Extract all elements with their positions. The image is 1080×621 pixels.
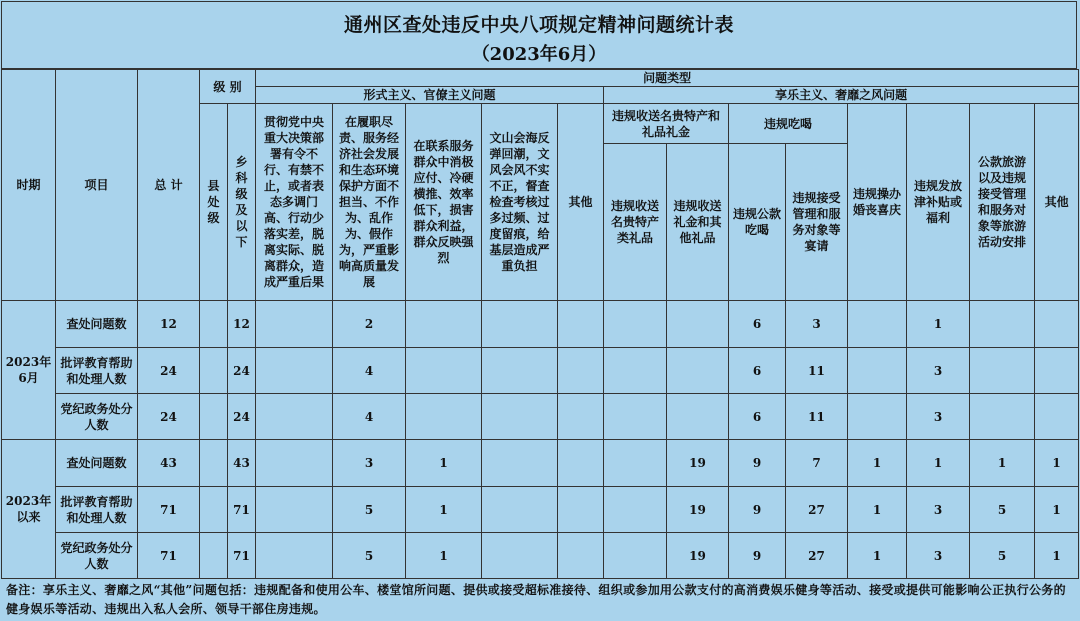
cell-gift1 — [604, 440, 667, 487]
header-gift-money: 违规收送礼金和其他礼品 — [667, 144, 729, 301]
cell-gift2: 19 — [667, 533, 729, 579]
cell-h3 — [848, 301, 907, 348]
cell-gift1 — [604, 301, 667, 348]
header-total: 总 计 — [138, 70, 200, 301]
header-formalism-other: 其他 — [558, 104, 604, 301]
row-item-label: 批评教育帮助和处理人数 — [56, 487, 138, 533]
cell-f4 — [482, 440, 558, 487]
cell-h5: 1 — [970, 440, 1035, 487]
table-title: 通州区查处违反中央八项规定精神问题统计表 — [343, 14, 734, 36]
cell-f3 — [406, 301, 482, 348]
cell-eat2: 11 — [786, 348, 848, 394]
cell-total: 71 — [138, 487, 200, 533]
header-period: 时期 — [2, 70, 56, 301]
header-allowance: 违规发放津补贴或福利 — [907, 104, 970, 301]
cell-total: 24 — [138, 394, 200, 440]
footnote: 备注：享乐主义、奢靡之风“其他”问题包括：违规配备和使用公车、楼堂馆所问题、提供或接受超标准接待、组织或参加用公款支付的高消费娱乐健身等活动、接受或提供可能影响公正执行公务的健身娱乐等活动、违规出入私人会所、领导干部住房违规。 — [6, 583, 1066, 616]
cell-eat1: 9 — [729, 487, 786, 533]
cell-eat1: 6 — [729, 301, 786, 348]
table-row — [2, 301, 1079, 348]
cell-f4 — [482, 487, 558, 533]
cell-gift1 — [604, 348, 667, 394]
header-formalism: 形式主义、官僚主义问题 — [256, 87, 604, 104]
header-formalism-2: 在履职尽责、服务经济社会发展和生态环境保护方面不担当、不作为、乱作为、假作为，严重影响高质量发展 — [333, 104, 406, 301]
cell-gift1 — [604, 487, 667, 533]
header-wedding-funeral: 违规操办婚丧喜庆 — [848, 104, 907, 301]
header-eat-public: 违规公款吃喝 — [729, 144, 786, 301]
table-row — [2, 394, 1079, 440]
cell-county — [200, 394, 228, 440]
cell-f1 — [256, 348, 333, 394]
cell-f3: 1 — [406, 487, 482, 533]
cell-total: 12 — [138, 301, 200, 348]
header-formalism-4: 文山会海反弹回潮，文风会风不实不正，督查检查考核过多过频、过度留痕，给基层造成严重负担 — [482, 104, 558, 301]
cell-f5 — [558, 487, 604, 533]
cell-section: 71 — [228, 533, 256, 579]
cell-f5 — [558, 348, 604, 394]
cell-gift2: 19 — [667, 440, 729, 487]
header-county-level: 县处级 — [200, 104, 228, 301]
cell-county — [200, 348, 228, 394]
cell-total: 71 — [138, 533, 200, 579]
table-row — [2, 533, 1079, 579]
cell-f1 — [256, 394, 333, 440]
cell-f5 — [558, 394, 604, 440]
cell-section: 12 — [228, 301, 256, 348]
cell-h6: 1 — [1035, 440, 1079, 487]
title-box — [1, 1, 1077, 69]
cell-eat1: 6 — [729, 394, 786, 440]
cell-f3 — [406, 348, 482, 394]
cell-gift2 — [667, 394, 729, 440]
header-item: 项目 — [56, 70, 138, 301]
cell-h6 — [1035, 301, 1079, 348]
cell-h6 — [1035, 394, 1079, 440]
cell-h4: 1 — [907, 440, 970, 487]
cell-h3 — [848, 394, 907, 440]
cell-h4: 3 — [907, 394, 970, 440]
row-item-label: 批评教育帮助和处理人数 — [56, 348, 138, 394]
header-section-level: 乡科级及以下 — [228, 104, 256, 301]
row-item-label: 查处问题数 — [56, 440, 138, 487]
header-level: 级 别 — [200, 70, 256, 104]
header-hedonism-other: 其他 — [1035, 104, 1079, 301]
cell-h5: 5 — [970, 533, 1035, 579]
row-item-label: 党纪政务处分人数 — [56, 533, 138, 579]
cell-h5 — [970, 348, 1035, 394]
cell-h4: 3 — [907, 487, 970, 533]
period-label: 2023年以来 — [2, 440, 56, 579]
header-formalism-3: 在联系服务群众中消极应付、冷硬横推、效率低下，损害群众利益，群众反映强烈 — [406, 104, 482, 301]
cell-h4: 3 — [907, 533, 970, 579]
cell-f2: 5 — [333, 487, 406, 533]
cell-gift2: 19 — [667, 487, 729, 533]
cell-f2: 4 — [333, 394, 406, 440]
cell-h3: 1 — [848, 533, 907, 579]
cell-section: 24 — [228, 348, 256, 394]
cell-total: 43 — [138, 440, 200, 487]
cell-eat1: 9 — [729, 533, 786, 579]
cell-f1 — [256, 533, 333, 579]
cell-section: 24 — [228, 394, 256, 440]
cell-f1 — [256, 440, 333, 487]
cell-county — [200, 487, 228, 533]
cell-f1 — [256, 301, 333, 348]
cell-gift2 — [667, 348, 729, 394]
cell-h5: 5 — [970, 487, 1035, 533]
cell-h6: 1 — [1035, 487, 1079, 533]
header-gift-group: 违规收送名贵特产和礼品礼金 — [604, 104, 729, 144]
cell-f3 — [406, 394, 482, 440]
header-problem-type: 问题类型 — [256, 70, 1079, 87]
cell-f2: 5 — [333, 533, 406, 579]
row-item-label: 查处问题数 — [56, 301, 138, 348]
cell-f5 — [558, 440, 604, 487]
cell-f3: 1 — [406, 440, 482, 487]
cell-section: 43 — [228, 440, 256, 487]
cell-eat2: 3 — [786, 301, 848, 348]
cell-f3: 1 — [406, 533, 482, 579]
cell-gift1 — [604, 394, 667, 440]
cell-county — [200, 440, 228, 487]
cell-h5 — [970, 394, 1035, 440]
table-subtitle: （2023年6月） — [471, 44, 607, 65]
cell-f1 — [256, 487, 333, 533]
cell-f4 — [482, 301, 558, 348]
cell-county — [200, 301, 228, 348]
cell-eat2: 27 — [786, 533, 848, 579]
header-gift-specialty: 违规收送名贵特产类礼品 — [604, 144, 667, 301]
cell-h3: 1 — [848, 487, 907, 533]
table-row — [2, 348, 1079, 394]
header-formalism-1: 贯彻党中央重大决策部署有令不行、有禁不止，或者表态多调门高、行动少落实差，脱离实际、脱离群众，造成严重后果 — [256, 104, 333, 301]
cell-gift1 — [604, 533, 667, 579]
cell-eat2: 7 — [786, 440, 848, 487]
cell-h6: 1 — [1035, 533, 1079, 579]
cell-total: 24 — [138, 348, 200, 394]
row-item-label: 党纪政务处分人数 — [56, 394, 138, 440]
table-row — [2, 487, 1079, 533]
cell-section: 71 — [228, 487, 256, 533]
cell-h5 — [970, 301, 1035, 348]
cell-f2: 4 — [333, 348, 406, 394]
cell-f4 — [482, 348, 558, 394]
cell-eat1: 6 — [729, 348, 786, 394]
cell-h4: 1 — [907, 301, 970, 348]
cell-f5 — [558, 301, 604, 348]
cell-h3: 1 — [848, 440, 907, 487]
cell-gift2 — [667, 301, 729, 348]
cell-f4 — [482, 533, 558, 579]
cell-f4 — [482, 394, 558, 440]
header-travel: 公款旅游以及违规接受管理和服务对象等旅游活动安排 — [970, 104, 1035, 301]
header-eat-group: 违规吃喝 — [729, 104, 848, 144]
cell-f2: 3 — [333, 440, 406, 487]
cell-eat2: 27 — [786, 487, 848, 533]
cell-county — [200, 533, 228, 579]
statistics-table — [1, 69, 1079, 579]
cell-f5 — [558, 533, 604, 579]
cell-h3 — [848, 348, 907, 394]
cell-eat2: 11 — [786, 394, 848, 440]
cell-h4: 3 — [907, 348, 970, 394]
table-row — [2, 440, 1079, 487]
header-hedonism: 享乐主义、奢靡之风问题 — [604, 87, 1079, 104]
header-eat-banquet: 违规接受管理和服务对象等宴请 — [786, 144, 848, 301]
cell-eat1: 9 — [729, 440, 786, 487]
period-label: 2023年6月 — [2, 301, 56, 440]
cell-f2: 2 — [333, 301, 406, 348]
cell-h6 — [1035, 348, 1079, 394]
